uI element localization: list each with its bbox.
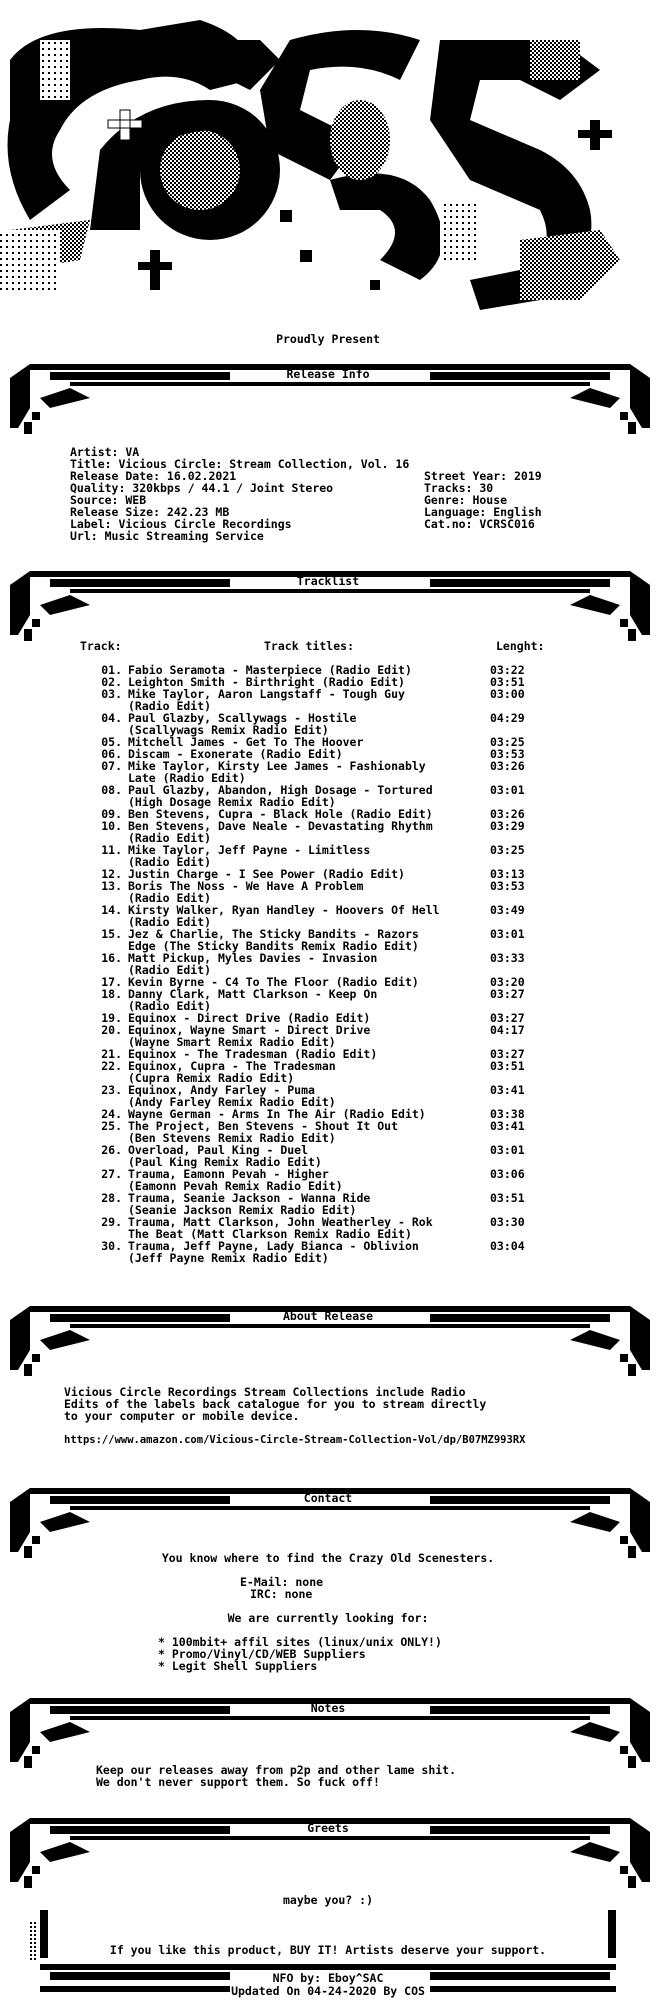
track-number: 25. bbox=[101, 1119, 122, 1133]
track-length: 03:53 bbox=[490, 879, 525, 893]
contact-item: * 100mbit+ affil sites (linux/unix ONLY!) bbox=[158, 1635, 442, 1649]
track-number: 24. bbox=[101, 1107, 122, 1121]
track-title: Ben Stevens, Cupra - Black Hole (Radio Edit) bbox=[128, 807, 433, 821]
track-title: Mike Taylor, Kirsty Lee James - Fashionably bbox=[128, 759, 426, 773]
track-length: 03:33 bbox=[490, 951, 525, 965]
section-title-greets: Greets bbox=[307, 1821, 349, 1835]
info-quality: Quality: 320kbps / 44.1 / Joint Stereo bbox=[70, 481, 334, 495]
track-title: (Radio Edit) bbox=[128, 855, 212, 869]
info-artist: Artist: VA bbox=[70, 445, 140, 459]
track-title: The Project, Ben Stevens - Shout It Out bbox=[128, 1119, 399, 1133]
track-title: (Radio Edit) bbox=[128, 999, 212, 1013]
track-length: 03:26 bbox=[490, 759, 525, 773]
track-number: 18. bbox=[101, 987, 122, 1001]
track-title: Overload, Paul King - Duel bbox=[128, 1143, 309, 1157]
track-title: (Radio Edit) bbox=[128, 963, 212, 977]
track-length: 03:06 bbox=[490, 1167, 525, 1181]
track-number: 17. bbox=[101, 975, 122, 989]
contact-intro: You know where to find the Crazy Old Scenesters. bbox=[161, 1551, 495, 1565]
track-title: Fabio Seramota - Masterpiece (Radio Edit) bbox=[128, 663, 412, 677]
track-length: 03:53 bbox=[490, 747, 525, 761]
footer-nfo: NFO by: Eboy^SAC bbox=[272, 1971, 384, 1985]
info-language: Language: English bbox=[424, 505, 542, 519]
cos-logo bbox=[0, 0, 656, 330]
track-title: Discam - Exonerate (Radio Edit) bbox=[128, 747, 343, 761]
track-length: 03:41 bbox=[490, 1119, 525, 1133]
track-title: (Scallywags Remix Radio Edit) bbox=[128, 723, 329, 737]
track-title: (Paul King Remix Radio Edit) bbox=[128, 1155, 322, 1169]
track-title: Mike Taylor, Jeff Payne - Limitless bbox=[128, 843, 371, 857]
section-title-release-info: Release Info bbox=[286, 367, 370, 381]
track-title: Wayne German - Arms In The Air (Radio Edit) bbox=[128, 1107, 426, 1121]
tracklist-header-track: Track: bbox=[80, 639, 122, 653]
track-length: 03:25 bbox=[490, 735, 525, 749]
contact-looking: We are currently looking for: bbox=[227, 1611, 429, 1625]
track-title: Leighton Smith - Birthright (Radio Edit) bbox=[128, 675, 405, 689]
track-length: 03:51 bbox=[490, 1191, 525, 1205]
track-title: Danny Clark, Matt Clarkson - Keep On bbox=[128, 987, 378, 1001]
contact-email: E-Mail: none bbox=[240, 1575, 324, 1589]
info-catno: Cat.no: VCRSC016 bbox=[424, 517, 535, 531]
track-length: 03:27 bbox=[490, 987, 525, 1001]
contact-item: * Promo/Vinyl/CD/WEB Suppliers bbox=[158, 1647, 366, 1661]
track-number: 02. bbox=[101, 675, 122, 689]
info-title: Title: Vicious Circle: Stream Collection, Vol. 16 bbox=[70, 457, 410, 471]
track-length: 03:51 bbox=[490, 1059, 525, 1073]
track-title: Kirsty Walker, Ryan Handley - Hoovers Of Hell bbox=[128, 903, 440, 917]
track-number: 07. bbox=[101, 759, 122, 773]
track-title: Equinox, Cupra - The Tradesman bbox=[128, 1059, 336, 1073]
track-title: Kevin Byrne - C4 To The Floor (Radio Edit) bbox=[128, 975, 419, 989]
track-title: Trauma, Seanie Jackson - Wanna Ride bbox=[128, 1191, 371, 1205]
track-length: 03:27 bbox=[490, 1011, 525, 1025]
section-title-notes: Notes bbox=[310, 1701, 346, 1715]
track-number: 01. bbox=[101, 663, 122, 677]
track-title: Equinox, Andy Farley - Puma bbox=[128, 1083, 315, 1097]
track-length: 03:01 bbox=[490, 783, 525, 797]
track-title: (Seanie Jackson Remix Radio Edit) bbox=[128, 1203, 357, 1217]
track-title: Paul Glazby, Scallywags - Hostile bbox=[128, 711, 357, 725]
about-line-1: Vicious Circle Recordings Stream Collections include Radio bbox=[64, 1385, 466, 1399]
track-title: (Ben Stevens Remix Radio Edit) bbox=[128, 1131, 336, 1145]
info-size: Release Size: 242.23 MB bbox=[70, 505, 230, 519]
track-length: 04:17 bbox=[490, 1023, 525, 1037]
track-number: 03. bbox=[101, 687, 122, 701]
track-title: (Radio Edit) bbox=[128, 891, 212, 905]
track-number: 15. bbox=[101, 927, 122, 941]
track-title: Trauma, Matt Clarkson, John Weatherley - Rok bbox=[128, 1215, 433, 1229]
track-number: 30. bbox=[101, 1239, 122, 1253]
section-title-contact: Contact bbox=[303, 1491, 353, 1505]
track-number: 23. bbox=[101, 1083, 122, 1097]
track-length: 03:38 bbox=[490, 1107, 525, 1121]
track-number: 04. bbox=[101, 711, 122, 725]
track-number: 27. bbox=[101, 1167, 122, 1181]
track-length: 03:41 bbox=[490, 1083, 525, 1097]
track-number: 12. bbox=[101, 867, 122, 881]
track-title: Trauma, Eamonn Pevah - Higher bbox=[128, 1167, 329, 1181]
track-number: 26. bbox=[101, 1143, 122, 1157]
track-number: 06. bbox=[101, 747, 122, 761]
track-title: Edge (The Sticky Bandits Remix Radio Edit) bbox=[128, 939, 419, 953]
track-title: (Eamonn Pevah Remix Radio Edit) bbox=[128, 1179, 343, 1193]
track-title: Mike Taylor, Aaron Langstaff - Tough Guy bbox=[128, 687, 405, 701]
contact-item: * Legit Shell Suppliers bbox=[158, 1659, 318, 1673]
about-line-3: to your computer or mobile device. bbox=[64, 1409, 300, 1423]
track-title: (Andy Farley Remix Radio Edit) bbox=[128, 1095, 336, 1109]
footer-support: If you like this product, BUY IT! Artists deserve your support. bbox=[109, 1943, 547, 1957]
info-genre: Genre: House bbox=[424, 493, 508, 507]
info-label: Label: Vicious Circle Recordings bbox=[70, 517, 292, 531]
track-title: (Jeff Payne Remix Radio Edit) bbox=[128, 1251, 329, 1265]
track-number: 22. bbox=[101, 1059, 122, 1073]
track-number: 13. bbox=[101, 879, 122, 893]
track-number: 11. bbox=[101, 843, 122, 857]
contact-irc: IRC: none bbox=[250, 1587, 313, 1601]
track-title: Equinox - Direct Drive (Radio Edit) bbox=[128, 1011, 371, 1025]
track-title: Equinox, Wayne Smart - Direct Drive bbox=[128, 1023, 371, 1037]
notes-line-1: Keep our releases away from p2p and other lame shit. bbox=[96, 1763, 457, 1777]
footer-updated: Updated On 04-24-2020 By COS bbox=[231, 1984, 425, 1998]
track-number: 10. bbox=[101, 819, 122, 833]
track-title: Justin Charge - I See Power (Radio Edit) bbox=[128, 867, 405, 881]
track-length: 04:29 bbox=[490, 711, 525, 725]
track-length: 03:26 bbox=[490, 807, 525, 821]
track-length: 03:04 bbox=[490, 1239, 525, 1253]
track-title: Mitchell James - Get To The Hoover bbox=[128, 735, 364, 749]
tracklist-header-length: Lenght: bbox=[496, 639, 545, 653]
tracklist-header-titles: Track titles: bbox=[264, 639, 355, 653]
info-url: Url: Music Streaming Service bbox=[70, 529, 264, 543]
track-length: 03:20 bbox=[490, 975, 525, 989]
track-title: Late (Radio Edit) bbox=[128, 771, 246, 785]
notes-line-2: We don't never support them. So fuck off! bbox=[96, 1775, 380, 1789]
track-title: (Radio Edit) bbox=[128, 915, 212, 929]
track-length: 03:00 bbox=[490, 687, 525, 701]
info-street-year: Street Year: 2019 bbox=[424, 469, 542, 483]
about-line-2: Edits of the labels back catalogue for you to stream directly bbox=[64, 1397, 487, 1411]
track-number: 14. bbox=[101, 903, 122, 917]
track-length: 03:49 bbox=[490, 903, 525, 917]
track-title: Jez & Charlie, The Sticky Bandits - Razors bbox=[128, 927, 419, 941]
presents-text: Proudly Present bbox=[276, 332, 380, 346]
track-title: Ben Stevens, Dave Neale - Devastating Rhythm bbox=[128, 819, 433, 833]
track-title: (Wayne Smart Remix Radio Edit) bbox=[128, 1035, 336, 1049]
track-length: 03:01 bbox=[490, 1143, 525, 1157]
track-length: 03:27 bbox=[490, 1047, 525, 1061]
track-title: Equinox - The Tradesman (Radio Edit) bbox=[128, 1047, 378, 1061]
track-title: Boris The Noss - We Have A Problem bbox=[128, 879, 364, 893]
track-length: 03:22 bbox=[490, 663, 525, 677]
track-title: Paul Glazby, Abandon, High Dosage - Tortured bbox=[128, 783, 433, 797]
track-length: 03:29 bbox=[490, 819, 525, 833]
track-title: The Beat (Matt Clarkson Remix Radio Edit) bbox=[128, 1227, 412, 1241]
track-length: 03:25 bbox=[490, 843, 525, 857]
info-release-date: Release Date: 16.02.2021 bbox=[70, 469, 237, 483]
section-title-about: About Release bbox=[282, 1309, 373, 1323]
section-title-tracklist: Tracklist bbox=[296, 574, 360, 588]
track-length: 03:13 bbox=[490, 867, 525, 881]
track-number: 09. bbox=[101, 807, 122, 821]
track-number: 28. bbox=[101, 1191, 122, 1205]
track-title: Trauma, Jeff Payne, Lady Bianca - Oblivion bbox=[128, 1239, 419, 1253]
track-title: (Radio Edit) bbox=[128, 831, 212, 845]
track-number: 05. bbox=[101, 735, 122, 749]
track-number: 20. bbox=[101, 1023, 122, 1037]
track-title: (Radio Edit) bbox=[128, 699, 212, 713]
track-length: 03:01 bbox=[490, 927, 525, 941]
info-source: Source: WEB bbox=[70, 493, 147, 507]
track-title: Matt Pickup, Myles Davies - Invasion bbox=[128, 951, 378, 965]
track-length: 03:51 bbox=[490, 675, 525, 689]
track-number: 16. bbox=[101, 951, 122, 965]
track-title: (High Dosage Remix Radio Edit) bbox=[128, 795, 336, 809]
track-title: (Cupra Remix Radio Edit) bbox=[128, 1071, 295, 1085]
about-url[interactable]: https://www.amazon.com/Vicious-Circle-Stream-Collection-Vol/dp/B07MZ993RX bbox=[64, 1434, 526, 1446]
track-number: 19. bbox=[101, 1011, 122, 1025]
track-number: 29. bbox=[101, 1215, 122, 1229]
track-number: 21. bbox=[101, 1047, 122, 1061]
track-length: 03:30 bbox=[490, 1215, 525, 1229]
track-number: 08. bbox=[101, 783, 122, 797]
info-tracks: Tracks: 30 bbox=[424, 481, 494, 495]
greets-text: maybe you? :) bbox=[282, 1893, 373, 1907]
